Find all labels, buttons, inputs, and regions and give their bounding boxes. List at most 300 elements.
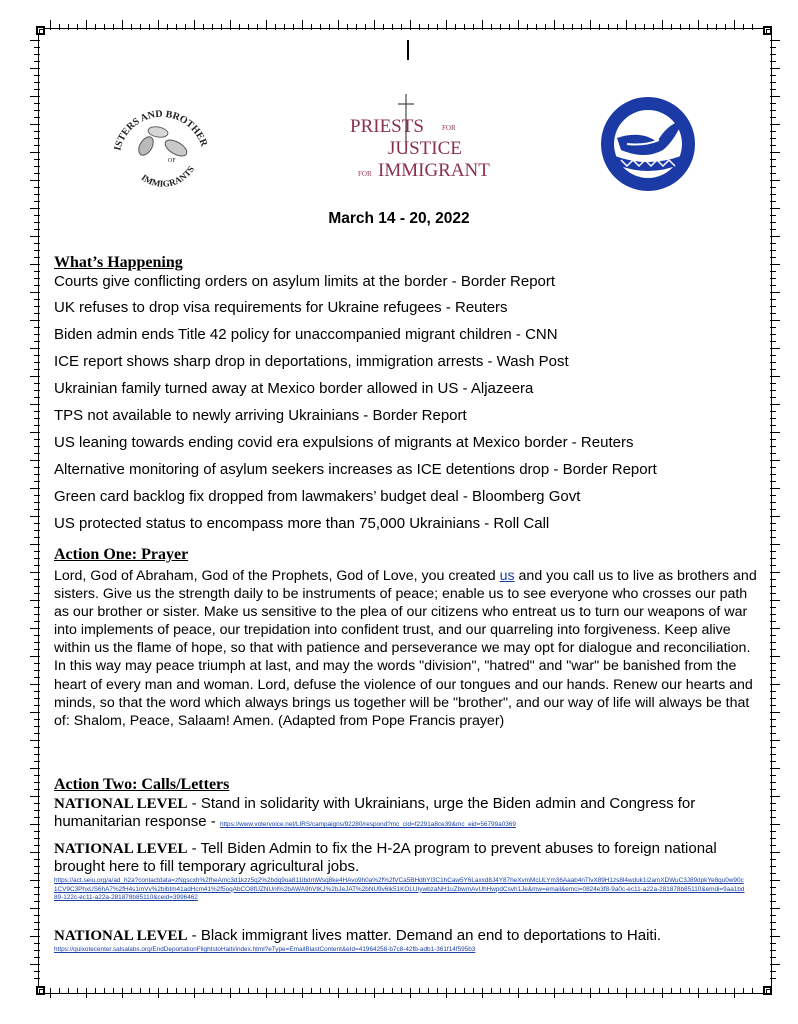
logo-left-bottom-text: IMMIGRANTS bbox=[139, 164, 197, 189]
ruler-tick bbox=[30, 544, 40, 545]
ruler-tick bbox=[698, 20, 699, 30]
dove-circle-logo bbox=[597, 94, 699, 194]
ruler-tick bbox=[770, 740, 780, 741]
ruler-tick bbox=[743, 24, 744, 30]
ruler-tick bbox=[770, 719, 776, 720]
ruler-tick bbox=[59, 988, 60, 994]
ruler-tick bbox=[30, 320, 40, 321]
ruler-tick bbox=[770, 656, 780, 657]
headline-item[interactable]: Alternative monitoring of asylum seekers increases as ICE detentions drop - Border Report bbox=[54, 461, 657, 478]
ruler-tick bbox=[34, 481, 40, 482]
ruler-tick bbox=[716, 24, 717, 30]
ruler-tick bbox=[401, 24, 402, 30]
ruler-tick bbox=[30, 236, 40, 237]
corner-marker-top-left bbox=[36, 26, 45, 35]
ruler-tick bbox=[34, 502, 40, 503]
ruler-tick bbox=[302, 988, 303, 998]
ruler-tick bbox=[34, 285, 40, 286]
ruler-tick bbox=[446, 20, 447, 30]
ruler-tick bbox=[770, 411, 776, 412]
ruler-tick bbox=[716, 988, 717, 994]
headline-item[interactable]: UK refuses to drop visa requirements for Ukraine refugees - Reuters bbox=[54, 299, 508, 316]
ruler-tick bbox=[34, 894, 40, 895]
ruler-tick bbox=[554, 20, 555, 30]
ruler-tick bbox=[446, 988, 447, 998]
ruler-tick bbox=[437, 988, 438, 994]
ruler-tick bbox=[455, 988, 456, 994]
ruler-tick bbox=[545, 24, 546, 30]
corner-marker-top-right bbox=[763, 26, 772, 35]
ruler-tick bbox=[770, 271, 776, 272]
prayer-text-part-1: Lord, God of Abraham, God of the Prophets, God of Love, you created bbox=[54, 568, 500, 584]
ruler-tick bbox=[770, 243, 776, 244]
ruler-tick bbox=[34, 551, 40, 552]
ruler-tick bbox=[770, 236, 780, 237]
ruler-tick bbox=[203, 24, 204, 30]
ruler-tick bbox=[770, 264, 780, 265]
logo-justice-text: JUSTICE bbox=[388, 138, 462, 159]
ruler-tick bbox=[311, 988, 312, 994]
ruler-tick bbox=[30, 656, 40, 657]
ruler-tick bbox=[230, 988, 231, 998]
ruler-tick bbox=[34, 957, 40, 958]
ruler-tick bbox=[770, 138, 776, 139]
ruler-tick bbox=[374, 988, 375, 998]
ruler-tick bbox=[770, 838, 776, 839]
ruler-tick bbox=[104, 24, 105, 30]
ruler-tick bbox=[34, 131, 40, 132]
ruler-tick bbox=[34, 278, 40, 279]
ruler-tick bbox=[30, 600, 40, 601]
ruler-tick bbox=[671, 988, 672, 994]
ruler-tick bbox=[34, 474, 40, 475]
ruler-tick bbox=[95, 24, 96, 30]
ruler-tick bbox=[770, 201, 776, 202]
ruler-tick bbox=[770, 642, 776, 643]
ruler-tick bbox=[34, 173, 40, 174]
ruler-tick bbox=[34, 390, 40, 391]
ruler-tick bbox=[221, 24, 222, 30]
ruler-tick bbox=[30, 292, 40, 293]
ruler-tick bbox=[572, 24, 573, 30]
whats-happening-title: What’s Happening bbox=[54, 254, 183, 271]
ruler-tick bbox=[34, 817, 40, 818]
ruler-tick bbox=[131, 24, 132, 30]
ruler-tick bbox=[770, 943, 776, 944]
ruler-tick bbox=[34, 649, 40, 650]
ruler-tick bbox=[34, 621, 40, 622]
logo-immigrants-text: IMMIGRANTS bbox=[378, 160, 490, 181]
ruler-tick bbox=[428, 24, 429, 30]
ruler-tick bbox=[176, 24, 177, 30]
ruler-tick bbox=[149, 24, 150, 30]
ruler-left bbox=[30, 40, 40, 980]
ruler-tick bbox=[203, 988, 204, 994]
ruler-tick bbox=[680, 988, 681, 994]
ruler-tick bbox=[770, 47, 776, 48]
ruler-tick bbox=[554, 988, 555, 998]
ruler-tick bbox=[770, 481, 776, 482]
ruler-tick bbox=[770, 397, 776, 398]
ruler-tick bbox=[34, 586, 40, 587]
ruler-tick bbox=[527, 988, 528, 994]
ruler-tick bbox=[662, 20, 663, 30]
ruler-tick bbox=[77, 24, 78, 30]
ruler-tick bbox=[770, 621, 776, 622]
ruler-tick bbox=[770, 460, 780, 461]
ruler-tick bbox=[770, 334, 776, 335]
ruler-tick bbox=[770, 824, 780, 825]
ruler-tick bbox=[34, 810, 40, 811]
ruler-tick bbox=[770, 173, 776, 174]
ruler-tick bbox=[30, 516, 40, 517]
action-link[interactable]: https://quixotecenter.salsalabs.org/EndDeportationFlightstoHaiti/index.html?eType=EmailBlastContent&eId=41964258-b7c8-42fb-adb1-361f14f595b3 bbox=[54, 946, 476, 953]
headline-item[interactable]: ICE report shows sharp drop in deportations, immigration arrests - Wash Post bbox=[54, 353, 569, 370]
ruler-tick bbox=[34, 943, 40, 944]
ruler-tick bbox=[104, 988, 105, 994]
ruler-tick bbox=[34, 929, 40, 930]
ruler-tick bbox=[185, 988, 186, 994]
ruler-tick bbox=[770, 691, 776, 692]
ruler-tick bbox=[34, 642, 40, 643]
ruler-tick bbox=[34, 901, 40, 902]
ruler-tick bbox=[770, 502, 776, 503]
ruler-tick bbox=[34, 117, 40, 118]
ruler-tick bbox=[770, 845, 776, 846]
ruler-tick bbox=[410, 988, 411, 998]
ruler-tick bbox=[770, 894, 776, 895]
headline-item[interactable]: Courts give conflicting orders on asylum limits at the border - Border Report bbox=[54, 273, 556, 290]
ruler-tick bbox=[383, 988, 384, 994]
ruler-tick bbox=[770, 306, 776, 307]
ruler-tick bbox=[770, 495, 776, 496]
ruler-tick bbox=[563, 24, 564, 30]
ruler-tick bbox=[34, 530, 40, 531]
ruler-tick bbox=[770, 75, 776, 76]
ruler-tick bbox=[34, 614, 40, 615]
ruler-tick bbox=[770, 208, 780, 209]
action-two-title: Action Two: Calls/Letters bbox=[54, 776, 230, 793]
ruler-tick bbox=[509, 988, 510, 994]
ruler-tick bbox=[194, 988, 195, 998]
ruler-tick bbox=[770, 131, 776, 132]
ruler-tick bbox=[770, 782, 776, 783]
ruler-tick bbox=[770, 432, 780, 433]
ruler-tick bbox=[34, 509, 40, 510]
ruler-tick bbox=[599, 988, 600, 994]
corner-marker-bottom-right bbox=[763, 986, 772, 995]
ruler-tick bbox=[770, 551, 776, 552]
ruler-tick bbox=[34, 166, 40, 167]
ruler-tick bbox=[770, 40, 780, 41]
ruler-tick bbox=[257, 988, 258, 994]
ruler-tick bbox=[500, 988, 501, 994]
ruler-bottom bbox=[50, 988, 760, 998]
ruler-right bbox=[770, 40, 780, 980]
ruler-tick bbox=[770, 383, 776, 384]
ruler-tick bbox=[626, 988, 627, 998]
ruler-tick bbox=[311, 24, 312, 30]
ruler-tick bbox=[770, 705, 776, 706]
ruler-tick bbox=[34, 453, 40, 454]
ruler-tick bbox=[770, 467, 776, 468]
ruler-tick bbox=[626, 20, 627, 30]
ruler-tick bbox=[617, 988, 618, 994]
headline-item[interactable]: TPS not available to newly arriving Ukrainians - Border Report bbox=[54, 407, 467, 424]
ruler-tick bbox=[770, 579, 776, 580]
ruler-tick bbox=[518, 20, 519, 30]
ruler-tick bbox=[34, 383, 40, 384]
ruler-tick bbox=[34, 89, 40, 90]
ruler-tick bbox=[770, 852, 780, 853]
action-text: - Stand in solidarity with Ukrainians, urge the Biden admin and Congress for humanitarian response - bbox=[54, 795, 696, 830]
ruler-tick bbox=[194, 20, 195, 30]
ruler-tick bbox=[320, 24, 321, 30]
ruler-tick bbox=[770, 124, 780, 125]
ruler-tick bbox=[770, 789, 776, 790]
ruler-tick bbox=[770, 327, 776, 328]
ruler-tick bbox=[34, 887, 40, 888]
ruler-tick bbox=[30, 712, 40, 713]
ruler-tick bbox=[34, 75, 40, 76]
ruler-tick bbox=[34, 138, 40, 139]
ruler-tick bbox=[293, 988, 294, 994]
ruler-tick bbox=[770, 341, 776, 342]
ruler-tick bbox=[770, 754, 776, 755]
ruler-tick bbox=[59, 24, 60, 30]
ruler-tick bbox=[770, 565, 776, 566]
ruler-tick bbox=[437, 24, 438, 30]
logo-left-top-text: ISTERS AND BROTHER bbox=[112, 108, 210, 152]
ruler-tick bbox=[34, 61, 40, 62]
ruler-tick bbox=[770, 747, 776, 748]
ruler-tick bbox=[707, 24, 708, 30]
ruler-tick bbox=[34, 187, 40, 188]
ruler-tick bbox=[30, 908, 40, 909]
ruler-tick bbox=[338, 988, 339, 998]
ruler-tick bbox=[34, 82, 40, 83]
prayer-text-part-2: and you call us to live as brothers and sisters. Give us the strength daily to be instruments of peace; enable us to see everyone who crosses our path as our brother or sister. Make us sensitive to the plea of our citizens who entreat us to turn our weapons of war into implements of peace, our trepidation into confident trust, and our quarreling into forgiveness. Keep alive within us the flame of hope, so that with patience and perseverance we may opt for dialogue and reconciliation. In this way may peace triumph at last, and may the words "division", "hatred" and "war" be banished from the heart of every man and woman. Lord, defuse the violence of our tongues and our hands. Renew our hearts and minds, so that the word which always brings us together will be "brother", and our way of life will always be that of: Shalom, Peace, Salaam! Amen. (Adapted from Pope Francis prayer) bbox=[54, 568, 757, 729]
ruler-tick bbox=[491, 988, 492, 994]
headline-item[interactable]: Green card backlog fix dropped from lawmakers’ budget deal - Bloomberg Govt bbox=[54, 488, 581, 505]
ruler-tick bbox=[140, 24, 141, 30]
ruler-tick bbox=[34, 411, 40, 412]
ruler-tick bbox=[770, 775, 776, 776]
ruler-tick bbox=[518, 988, 519, 998]
ruler-tick bbox=[34, 145, 40, 146]
headline-item[interactable]: US leaning towards ending covid era expulsions of migrants at Mexico border - Reuters bbox=[54, 434, 634, 451]
ruler-tick bbox=[770, 901, 776, 902]
ruler-tick bbox=[743, 988, 744, 994]
corner-marker-bottom-left bbox=[36, 986, 45, 995]
ruler-tick bbox=[34, 54, 40, 55]
ruler-tick bbox=[770, 439, 776, 440]
ruler-tick bbox=[770, 152, 780, 153]
ruler-tick bbox=[770, 488, 780, 489]
ruler-tick bbox=[34, 593, 40, 594]
ruler-tick bbox=[34, 971, 40, 972]
ruler-tick bbox=[113, 988, 114, 994]
ruler-tick bbox=[770, 726, 776, 727]
ruler-tick bbox=[329, 24, 330, 30]
ruler-tick bbox=[698, 988, 699, 998]
ruler-tick bbox=[770, 698, 776, 699]
ruler-tick bbox=[401, 988, 402, 994]
ruler-tick bbox=[167, 24, 168, 30]
ruler-tick bbox=[770, 978, 776, 979]
ruler-tick bbox=[482, 20, 483, 30]
ruler-tick bbox=[770, 530, 776, 531]
headline-item[interactable]: US protected status to encompass more than 75,000 Ukrainians - Roll Call bbox=[54, 515, 550, 532]
ruler-tick bbox=[34, 418, 40, 419]
logo-left-of-text: OF bbox=[168, 158, 176, 164]
ruler-tick bbox=[752, 988, 753, 994]
priests-justice-logo bbox=[340, 92, 490, 184]
ruler-tick bbox=[185, 24, 186, 30]
ruler-tick bbox=[770, 418, 776, 419]
ruler-tick bbox=[320, 988, 321, 994]
ruler-tick bbox=[653, 988, 654, 994]
ruler-tick bbox=[770, 873, 776, 874]
ruler-tick bbox=[707, 988, 708, 994]
ruler-tick bbox=[329, 988, 330, 994]
ruler-tick bbox=[419, 24, 420, 30]
ruler-tick bbox=[770, 292, 780, 293]
ruler-tick bbox=[30, 824, 40, 825]
action-text: - Tell Biden Admin to fix the H-2A program to prevent abuses to foreign national brought here to fill temporary agricultural jobs. bbox=[54, 840, 717, 875]
ruler-tick bbox=[770, 180, 780, 181]
action-one-title: Action One: Prayer bbox=[54, 546, 189, 563]
ruler-tick bbox=[365, 24, 366, 30]
ruler-tick bbox=[770, 474, 776, 475]
ruler-tick bbox=[34, 607, 40, 608]
ruler-tick bbox=[239, 24, 240, 30]
ruler-tick bbox=[275, 24, 276, 30]
ruler-tick bbox=[34, 558, 40, 559]
ruler-tick bbox=[770, 362, 776, 363]
ruler-tick bbox=[30, 488, 40, 489]
ruler-tick bbox=[608, 988, 609, 994]
ruler-tick bbox=[770, 509, 776, 510]
ruler-tick bbox=[275, 988, 276, 994]
ruler-tick bbox=[689, 988, 690, 994]
ruler-tick bbox=[770, 89, 776, 90]
ruler-tick bbox=[770, 278, 776, 279]
ruler-tick bbox=[770, 558, 776, 559]
ruler-tick bbox=[770, 663, 776, 664]
ruler-tick bbox=[34, 803, 40, 804]
ruler-tick bbox=[30, 572, 40, 573]
ruler-tick bbox=[491, 24, 492, 30]
ruler-tick bbox=[500, 24, 501, 30]
ruler-tick bbox=[30, 768, 40, 769]
ruler-tick bbox=[86, 20, 87, 30]
headline-item[interactable]: Ukrainian family turned away at Mexico border allowed in US - Aljazeera bbox=[54, 380, 534, 397]
ruler-tick bbox=[34, 866, 40, 867]
headline-item[interactable]: Biden admin ends Title 42 policy for unaccompanied migrant children - CNN bbox=[54, 326, 558, 343]
ruler-tick bbox=[30, 376, 40, 377]
ruler-tick bbox=[34, 257, 40, 258]
ruler-tick bbox=[30, 208, 40, 209]
prayer-us-underlined: us bbox=[499, 568, 515, 584]
ruler-tick bbox=[770, 628, 780, 629]
ruler-tick bbox=[545, 988, 546, 994]
ruler-tick bbox=[34, 495, 40, 496]
ruler-tick bbox=[34, 201, 40, 202]
ruler-tick bbox=[392, 24, 393, 30]
ruler-tick bbox=[509, 24, 510, 30]
ruler-tick bbox=[770, 544, 780, 545]
ruler-tick bbox=[68, 24, 69, 30]
ruler-tick bbox=[34, 761, 40, 762]
action-link[interactable]: https://act.seiu.org/a/ad_h2a?contactdata=zNgscxh%2fheAmc3d1kzz5q2%2bdq9oa811ibdmWsq8ke4HAvo9h0a%2f%2fVCa5BHdbYl3C1hCaw5Y6Laxxd8J4Y87heXvmMcULYm36Aaab4nTlvX89H1zs8l4wduk1i2amXDWuC3J89dpkYe8qu0w90c1CV9C3PhxUS6hA7%2fH4s1mVv%2bibtm41adHcm41%2f5oqAbCO8fUZNUnl%2bAWA9hVtKJ%2bJeJAT%2bNU9v6lk51KOLUIywbzaNH1uZbwmAvUhHwpdCsvh1Je&mw=email&emci=0824e3f8-9a0c-ec11-a22a-281878b85110&emdi=9aa1bd89-122c-ec11-a22a-281878b85110&ceid=3996462 bbox=[54, 877, 745, 902]
ruler-tick bbox=[34, 859, 40, 860]
ruler-tick bbox=[590, 20, 591, 30]
ruler-tick bbox=[34, 341, 40, 342]
ruler-tick bbox=[34, 299, 40, 300]
ruler-tick bbox=[770, 229, 776, 230]
ruler-tick bbox=[770, 600, 780, 601]
ruler-tick bbox=[770, 117, 776, 118]
ruler-tick bbox=[770, 166, 776, 167]
ruler-tick bbox=[34, 103, 40, 104]
ruler-tick bbox=[34, 705, 40, 706]
ruler-tick bbox=[770, 649, 776, 650]
ruler-tick bbox=[149, 988, 150, 994]
ruler-tick bbox=[770, 103, 776, 104]
ruler-tick bbox=[30, 180, 40, 181]
ruler-tick bbox=[212, 988, 213, 994]
svg-text:SISTERS AND BROTHERS bbox=[106, 92, 210, 152]
ruler-tick bbox=[266, 988, 267, 998]
action-text: - Black immigrant lives matter. Demand an end to deportations to Haiti. bbox=[187, 927, 662, 944]
action-link[interactable]: https://www.votervoice.net/LIRS/campaigns/92280/respond?mc_cid=f2291a8ce39&mc_eid=56799a0369 bbox=[219, 821, 516, 828]
ruler-tick bbox=[34, 355, 40, 356]
ruler-tick bbox=[770, 453, 776, 454]
ruler-tick bbox=[34, 754, 40, 755]
logo-priests-text: PRIESTS bbox=[350, 116, 424, 137]
ruler-tick bbox=[770, 285, 776, 286]
ruler-tick bbox=[34, 726, 40, 727]
ruler-tick bbox=[770, 516, 780, 517]
ruler-tick bbox=[30, 796, 40, 797]
ruler-tick bbox=[770, 880, 780, 881]
ruler-tick bbox=[770, 929, 776, 930]
ruler-tick bbox=[34, 334, 40, 335]
ruler-tick bbox=[34, 397, 40, 398]
ruler-tick bbox=[239, 988, 240, 994]
ruler-tick bbox=[770, 404, 780, 405]
ruler-tick bbox=[644, 24, 645, 30]
ruler-tick bbox=[34, 250, 40, 251]
ruler-tick bbox=[770, 320, 780, 321]
ruler-tick bbox=[50, 988, 51, 998]
ruler-tick bbox=[266, 20, 267, 30]
ruler-tick bbox=[770, 964, 780, 965]
ruler-tick bbox=[113, 24, 114, 30]
ruler-tick bbox=[34, 691, 40, 692]
ruler-tick bbox=[770, 957, 776, 958]
ruler-tick bbox=[536, 988, 537, 994]
ruler-tick bbox=[770, 572, 780, 573]
ruler-tick bbox=[770, 425, 776, 426]
ruler-tick bbox=[464, 24, 465, 30]
ruler-tick bbox=[122, 20, 123, 30]
action-level-label: NATIONAL LEVEL bbox=[54, 841, 188, 857]
ruler-tick bbox=[34, 663, 40, 664]
ruler-tick bbox=[419, 988, 420, 994]
ruler-tick bbox=[365, 988, 366, 994]
